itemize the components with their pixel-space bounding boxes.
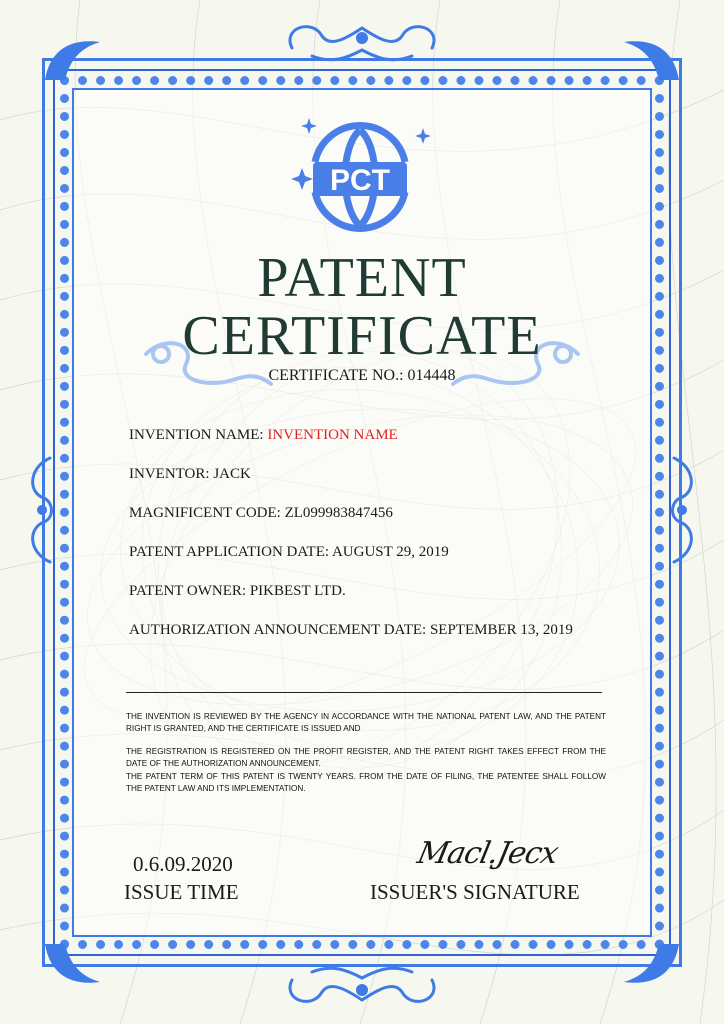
field-label: AUTHORIZATION ANNOUNCEMENT DATE: <box>129 622 430 638</box>
flourish-top-ornament <box>272 8 452 68</box>
certificate-number: CERTIFICATE NO.: 014448 <box>268 367 456 384</box>
corner-ornament-top-right <box>614 30 684 90</box>
field-value: INVENTION NAME <box>267 427 398 443</box>
field-label: MAGNIFICENT CODE: <box>129 505 285 521</box>
field-application-date <box>129 544 449 561</box>
issue-date: 0.6.09.2020 <box>133 852 233 876</box>
field-inventor <box>129 466 251 483</box>
field-label: PATENT APPLICATION DATE: <box>129 544 332 560</box>
sparkle-icon <box>291 168 313 190</box>
signature-label: ISSUER'S SIGNATURE <box>370 880 580 904</box>
field-announcement-date <box>129 622 573 639</box>
field-label: INVENTOR: <box>129 466 214 482</box>
corner-ornament-bottom-left <box>40 934 110 994</box>
field-value: JACK <box>213 466 251 482</box>
field-value: AUGUST 29, 2019 <box>331 544 449 560</box>
field-label: INVENTION NAME: <box>129 427 268 443</box>
corner-ornament-top-left <box>40 30 110 90</box>
signature: Macl.Jecx <box>414 836 561 871</box>
divider-line <box>126 692 602 693</box>
corner-ornament-bottom-right <box>614 934 684 994</box>
title-line-1: PATENT <box>257 247 467 309</box>
logo-text: PCT <box>330 164 390 197</box>
issue-time-label: ISSUE TIME <box>124 880 239 904</box>
note-paragraph: THE REGISTRATION IS REGISTERED ON THE PROFIT REGISTER, AND THE PATENT RIGHT TAKES EFFECT FROM THE DATE OF THE AUTHORIZATION ANNOUNCEMENT. <box>126 747 606 768</box>
sparkle-icon <box>301 118 317 134</box>
field-value: ZL099983847456 <box>284 505 393 521</box>
field-value: PIKBEST LTD. <box>249 583 346 599</box>
note-paragraph: THE PATENT TERM OF THIS PATENT IS TWENTY YEARS. FROM THE DATE OF FILING, THE PATENTEE SHALL FOLLOW THE PATENT LAW AND ITS IMPLEMENTATION. <box>126 772 606 793</box>
flourish-left-ornament <box>24 448 58 572</box>
field-label: PATENT OWNER: <box>129 583 250 599</box>
title-line-2: CERTIFICATE <box>182 305 542 367</box>
field-invention-name <box>129 427 398 444</box>
field-value: SEPTEMBER 13, 2019 <box>429 622 573 638</box>
sparkle-icon <box>415 128 431 144</box>
field-patent-owner <box>129 583 346 600</box>
note-paragraph: THE INVENTION IS REVIEWED BY THE AGENCY IN ACCORDANCE WITH THE NATIONAL PATENT LAW, AND THE PATENT RIGHT IS GRANTED, AND THE CERTIFICATE IS ISSUED AND <box>126 712 606 733</box>
flourish-bottom-ornament <box>272 960 452 1020</box>
globe-logo-icon <box>285 112 435 240</box>
field-magnificent-code <box>129 505 393 522</box>
flourish-right-ornament <box>666 448 700 572</box>
